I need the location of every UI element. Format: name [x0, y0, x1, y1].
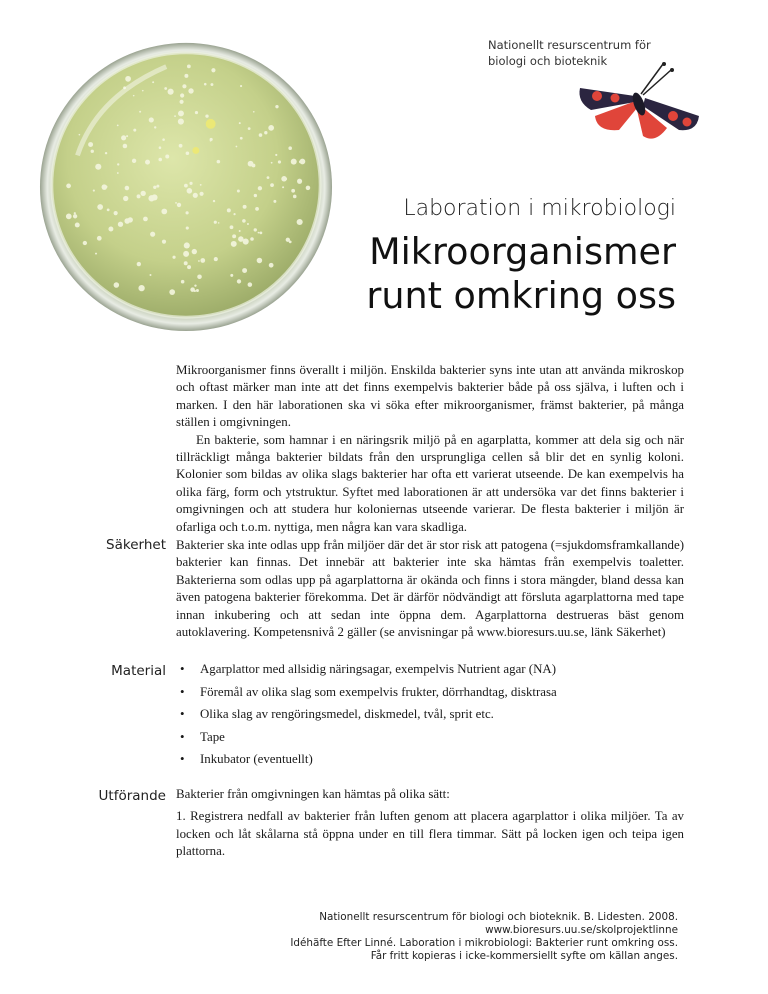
colony-dot: [145, 160, 150, 165]
colony-dot: [248, 127, 251, 130]
colony-dot: [125, 76, 131, 82]
method-paragraph-2: 1. Registrera nedfall av bakterier från luften genom att placera agarplattor i olika miljöer. Ta av locken och låt skålarna stå öppna under en till flera timmar. Sätt på locken igen och teipa igen plattorna.: [176, 809, 684, 859]
colony-dot: [179, 144, 183, 148]
colony-dot: [193, 193, 198, 198]
colony-dot: [210, 138, 213, 141]
colony-dot: [217, 160, 221, 164]
colony-dot: [248, 282, 253, 287]
colony-dot: [181, 280, 185, 284]
method-section: [176, 786, 684, 866]
material-item: • Föremål av olika slag som exempelvis frukter, dörrhandtag, disktrasa: [176, 684, 557, 707]
organization-line-2: biologi och bioteknik: [488, 54, 608, 68]
colony-dot: [152, 81, 154, 83]
colony-dot: [254, 228, 257, 231]
colony-dot: [259, 133, 263, 137]
colony-dot: [107, 208, 110, 211]
colony-dot: [278, 160, 281, 163]
colony-dot: [169, 289, 175, 295]
material-item: • Inkubator (eventuellt): [176, 751, 557, 774]
colony-dot: [239, 122, 241, 124]
colony-dot: [258, 232, 260, 234]
colony-dot: [297, 219, 303, 225]
colony-dot: [275, 154, 277, 156]
colony-dot: [214, 257, 218, 261]
colony-dot: [247, 223, 249, 225]
colony-dot: [117, 125, 119, 127]
colony-dot: [123, 144, 128, 149]
material-item: • Olika slag av rengöringsmedel, diskmedel, tvål, sprit etc.: [176, 706, 557, 729]
colony-dot: [293, 195, 297, 199]
footer-line-1: Nationellt resurscentrum för biologi och bioteknik. B. Lidesten. 2008.: [319, 911, 678, 923]
colony-dot: [211, 68, 215, 72]
colony-dot: [200, 184, 202, 186]
intro-paragraph-2: En bakterie, som hamnar i en näringsrik miljö på en agarplatta, kommer att dela sig och när tillräckligt många bakterier bildats från den ursprungliga cellen så blir det en synlig koloni. Kolonier som bildas av olika slags bakterier har ofta ett varierat utseende. De kan exempelvis ha olika färg, form och ytstruktur. Syftet med laborationen är att undersöka var det finns bakterier i omgivningen och att studera hur koloniernas utseende varierar. De flesta bakterier i miljön är ofarliga och t.o.m. nyttiga, men några kan vara skadliga.: [176, 432, 684, 534]
colony-dot: [269, 263, 274, 268]
colony-dot: [172, 256, 175, 259]
colony-dot: [257, 258, 263, 264]
colony-dot: [254, 194, 257, 197]
colony-dot: [268, 125, 274, 131]
colony-dot: [239, 230, 241, 232]
colony-dot: [253, 111, 255, 113]
colony-dot: [205, 114, 208, 117]
colony-dot: [118, 222, 123, 227]
colony-dot: [250, 237, 254, 241]
footer-line-3: Idéhäfte Efter Linné. Laboration i mikrobiologi: Bakterier runt omkring oss.: [290, 937, 678, 949]
colony-dot: [213, 200, 215, 202]
colony-dot: [297, 179, 302, 184]
colony-dot: [79, 134, 81, 136]
colony-dot: [189, 182, 192, 185]
material-list: [176, 661, 557, 774]
safety-text: Bakterier ska inte odlas upp från miljöer där det är stor risk att patogena (=sjukdomsframkallande) bakterier kan finnas. Det innebär att bakterier inte ska hämtas från exempelvis toaletter. Bakterierna som odlas upp på agarplattorna är okända och finns i stora mängder, bland dessa kan även patogena bakterier förekomma. Det är därför nödvändigt att försluta agarplattorna med tape innan inkubering och att sedan inte öppna dem. Agarplattorna destrueras bäst genom autoklavering. Kompetensnivå 2 gäller (se anvisningar på www.bioresurs.uu.se, länk Säkerhet): [176, 538, 684, 640]
intro-section: [176, 362, 684, 536]
colony-dot: [270, 183, 274, 187]
colony-dot: [175, 202, 177, 204]
colony-dot: [204, 83, 207, 86]
colony-dot: [232, 234, 236, 238]
colony-dot: [194, 284, 196, 286]
title-line-2: runt omkring oss: [366, 274, 676, 317]
colony-dot: [291, 189, 295, 193]
colony-dot: [184, 242, 190, 248]
moth-icon: [575, 58, 705, 146]
colony-dot: [230, 274, 233, 277]
colony-dot: [95, 253, 97, 255]
colony-dot: [237, 190, 240, 193]
colony-dot: [200, 258, 205, 263]
material-item: • Tape: [176, 729, 557, 752]
colony-dot: [306, 186, 311, 191]
colony-dot: [190, 287, 195, 292]
colony-dot: [196, 289, 199, 292]
colony-dot: [178, 111, 184, 117]
petri-dish-image: [38, 37, 334, 333]
colony-dot: [178, 118, 184, 124]
colony-dot: [137, 194, 141, 198]
colony-dot: [91, 150, 94, 153]
colony-dot: [75, 222, 80, 227]
colony-dot: [124, 218, 130, 224]
colony-dot: [186, 211, 189, 214]
colony-dot: [114, 282, 120, 288]
safety-heading: Säkerhet: [106, 537, 166, 553]
colony-dot: [179, 100, 183, 104]
colony-dot: [231, 241, 237, 247]
colony-dot: [214, 221, 217, 224]
colony-dot: [117, 163, 119, 165]
colony-dot: [143, 217, 148, 222]
colony-dot: [66, 184, 71, 189]
colony-dot: [291, 159, 297, 165]
colony-dot: [142, 90, 144, 92]
colony-dot: [180, 93, 184, 97]
footer-line-4: Får fritt kopieras i icke-kommersiellt syfte om källan anges.: [370, 950, 678, 962]
colony-dot: [184, 184, 188, 188]
method-paragraph-1: Bakterier från omgivningen kan hämtas på olika sätt:: [176, 787, 450, 801]
colony-dot: [238, 236, 244, 242]
colony-dot: [97, 204, 103, 210]
colony-dot: [154, 126, 156, 128]
colony-dot: [95, 164, 101, 170]
colony-dot: [159, 146, 162, 149]
colony-dot: [200, 192, 204, 196]
colony-dot: [74, 212, 76, 214]
colony-dot: [151, 194, 157, 200]
colony-dot: [236, 146, 238, 148]
colony-dot: [186, 151, 190, 155]
colony-dot: [105, 152, 107, 154]
colony-dot: [93, 189, 95, 191]
method-heading: Utförande: [98, 788, 166, 804]
material-heading: Material: [111, 663, 166, 679]
colony-dot: [108, 227, 113, 232]
document-title: [366, 230, 676, 318]
colony-dot: [174, 115, 176, 117]
colony-dot: [255, 207, 259, 211]
colony-dot: [168, 89, 174, 95]
colony-dot: [186, 226, 189, 229]
colony-dot: [275, 105, 278, 108]
colony-dot: [149, 274, 151, 276]
colony-dot: [218, 222, 220, 224]
colony-dot: [177, 203, 181, 207]
colony-dot: [187, 188, 193, 194]
colony-dot: [121, 135, 126, 140]
colony-dot: [237, 279, 241, 283]
colony-dot: [125, 186, 130, 191]
colony-dot: [162, 138, 165, 141]
organization-line-1: Nationellt resurscentrum för: [488, 38, 651, 52]
colony-dot: [66, 214, 72, 220]
colony-dot: [117, 172, 119, 174]
colony-dot: [240, 137, 243, 140]
colony-dot: [83, 241, 87, 245]
colony-dot: [141, 191, 146, 196]
colony-dot: [138, 285, 144, 291]
colony-dot: [182, 84, 186, 88]
colony-dot: [126, 135, 128, 137]
colony-dot: [289, 241, 292, 244]
colony-dot: [164, 87, 167, 90]
document-subtitle: Laboration i mikrobiologi: [403, 196, 676, 221]
colony-dot: [242, 268, 247, 273]
colony-dot: [183, 251, 189, 257]
colony-dot: [73, 214, 77, 218]
colony-dot: [188, 88, 193, 93]
colony-dot: [193, 250, 196, 253]
colony-dot: [197, 274, 202, 279]
colony-dot: [153, 186, 156, 189]
colony-dot: [198, 260, 200, 262]
colony-dot: [271, 162, 273, 164]
colony-dot: [158, 158, 162, 162]
colony-dot: [102, 185, 106, 189]
colony-dot: [264, 131, 267, 134]
colony-dot: [156, 185, 159, 188]
colony-dot: [240, 85, 242, 87]
colony-dot: [97, 236, 102, 241]
footer-line-2: www.bioresurs.uu.se/skolprojektlinne: [485, 924, 678, 936]
colony-dot: [267, 176, 270, 179]
colony-dot: [161, 209, 167, 215]
colony-dot: [137, 262, 141, 266]
footer: [290, 911, 678, 963]
colony-dot: [139, 111, 141, 113]
colony-dot: [227, 208, 231, 212]
colony-dot: [233, 213, 235, 215]
colony-dot: [248, 161, 254, 167]
colony-dot: [184, 74, 188, 78]
colony-dot: [273, 200, 276, 203]
colony-dot: [285, 178, 287, 180]
material-item: • Agarplattor med allsidig näringsagar, exempelvis Nutrient agar (NA): [176, 661, 557, 684]
colony-dot: [299, 161, 302, 164]
colony-dot: [132, 159, 136, 163]
colony-dot: [195, 111, 198, 114]
colony-dot: [150, 232, 155, 237]
colony-dot: [123, 196, 128, 201]
colony-dot: [187, 265, 191, 269]
intro-paragraph-1: Mikroorganismer finns överallt i miljön. Enskilda bakterier syns inte utan att använda mikroskop och oftast märker man inte att det finns exempelvis bakterier både på oss själva, i luften och i marken. I den här laborationen ska vi söka efter mikroorganismer, främst bakterier, på många ställen i omgivningen.: [176, 363, 684, 430]
colony-dot: [260, 231, 263, 234]
colony-dot: [187, 65, 191, 69]
colony-dot: [165, 155, 169, 159]
title-line-1: Mikroorganismer: [369, 230, 676, 273]
colony-dot: [230, 225, 234, 229]
colony-dot: [114, 211, 118, 215]
colony-dot: [243, 205, 247, 209]
colony-dot: [288, 146, 292, 150]
colony-dot: [88, 142, 93, 147]
colony-dot: [282, 186, 284, 188]
colony-dot: [210, 83, 213, 86]
colony-dot: [242, 219, 246, 223]
colony-dot: [258, 186, 262, 190]
colony-dot: [149, 117, 154, 122]
colony-dot: [133, 95, 135, 97]
colony-dot: [162, 240, 166, 244]
colony-dot: [133, 129, 136, 132]
colony-dot: [184, 261, 188, 265]
